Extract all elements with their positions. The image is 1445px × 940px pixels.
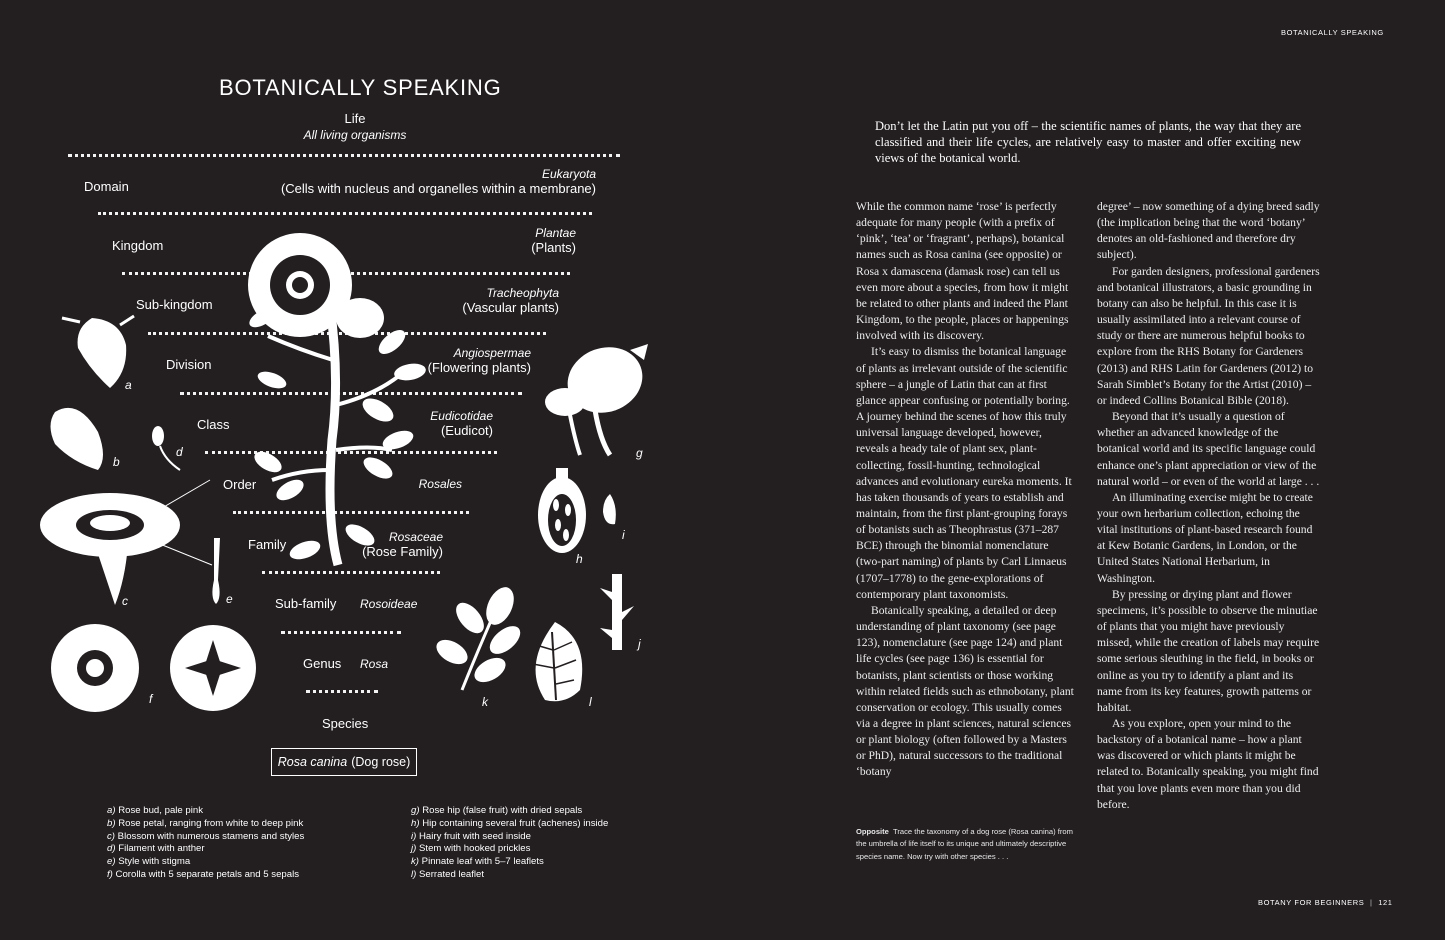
legend-item: b) Rose petal, ranging from white to deep pink <box>107 817 304 829</box>
group-latin: Eudicotidae <box>430 409 493 423</box>
body-paragraph: It’s easy to dismiss the botanical language of plants as irrelevant outside of the scientific sphere – a jungle of Latin that can at first glance appear confusing or potentially boring. A journey behind the scenes of how this truly universal language developed, however, reveals a heady tale of plant sex, plant-collecting, fossil-hunting, technological advances and evolutionary eureka moments. It has taken thousands of years to establish and maintain, from the first plant-grouping forays of botanists such as Theophrastus (371–287 BCE) through the binomial nomenclature (two-part naming) of plants by Carl Linnaeus (1707–1778) to the gene-explorations of contemporary plant taxonomists. <box>856 345 1072 601</box>
letter-a: a <box>125 378 132 392</box>
group-latin: Plantae <box>535 226 576 240</box>
group-common: (Rose Family) <box>362 544 443 559</box>
group-common: (Flowering plants) <box>427 360 531 375</box>
rank-subkingdom: Sub-kingdom <box>136 297 213 312</box>
figure-caption <box>856 826 1076 863</box>
book-title: BOTANY FOR BEGINNERS <box>1258 898 1365 907</box>
letter-k: k <box>482 695 488 709</box>
rank-species: Species <box>322 716 369 731</box>
rose-illustrations <box>0 0 700 780</box>
page-number: 121 <box>1378 898 1393 907</box>
letter-e: e <box>226 592 233 606</box>
rank-domain: Domain <box>84 179 129 194</box>
group-common: (Vascular plants) <box>462 300 559 315</box>
body-column-1 <box>856 199 1076 781</box>
rank-genus: Genus <box>303 656 342 671</box>
letter-f: f <box>149 692 153 706</box>
body-paragraph: For garden designers, professional gardeners and botanical illustrators, a basic grounding in botany can also be helpful. In this case it is usually assimilated into a relevant course of study or there are numerous helpful books to explore from the RHS Botany for Gardeners (2013) and RHS Latin for Gardeners (2012) to Sarah Simblet’s Botany for the Artist (2010) – or indeed Collins Botanical Bible (2018). <box>1097 264 1320 407</box>
group-latin: Eukaryota <box>541 167 596 181</box>
species-common: (Dog rose) <box>351 755 411 769</box>
group-latin: Rosales <box>418 477 462 491</box>
body-paragraph: Beyond that it’s usually a question of whether an advanced knowledge of the botanical world and its specific language could enhance one’s plant appreciation or view of the natural world – or even of the world at large . . . <box>1097 410 1320 488</box>
group-common: (Cells with nucleus and organelles within a membrane) <box>280 181 596 196</box>
running-header: BOTANICALLY SPEAKING <box>1281 28 1384 37</box>
rank-subfamily: Sub-family <box>275 596 337 611</box>
body-paragraph: An illuminating exercise might be to create your own herbarium collection, echoing the vital institutions of plant-based research found at Kew Botanic Gardens, in London, or the United States National Herbarium, in Washington. <box>1097 490 1313 585</box>
style-illustration <box>212 538 220 604</box>
legend-item: l) Serrated leaflet <box>411 868 485 880</box>
letter-c: c <box>122 594 128 608</box>
legend-right <box>411 805 711 882</box>
rank-order: Order <box>223 477 257 492</box>
group-common: (Plants) <box>531 240 576 255</box>
corolla-illustration <box>51 624 256 712</box>
group-latin: Angiospermae <box>453 346 531 360</box>
caption-label: Opposite <box>856 827 889 836</box>
group-latin: Tracheophyta <box>486 286 559 300</box>
legend-item: e) Style with stigma <box>107 856 191 868</box>
rose-petal-illustration <box>51 408 104 470</box>
rose-hip-illustration <box>545 337 652 455</box>
legend-left <box>107 805 407 882</box>
body-paragraph: As you explore, open your mind to the backstory of a botanical name – how a plant was discovered or which plants it might be related to. Botanically speaking, you might find that you love plants even more than you did before. <box>1097 717 1319 811</box>
species-latin: Rosa canina <box>277 755 348 769</box>
serrated-leaflet-illustration <box>533 622 582 701</box>
legend-item: g) Rose hip (false fruit) with dried sepals <box>411 805 583 816</box>
letter-i: i <box>622 528 625 542</box>
body-paragraph: By pressing or drying plant and flower specimens, it’s possible to observe the minutiae of plants that you might have previously missed, while the creation of labels may require some serious sleuthing in the field, in books or online as you try to identify a plant and its name from its key features, growth patterns or habitat. <box>1097 587 1320 714</box>
letter-l: l <box>589 695 592 709</box>
group-latin: Rosaceae <box>388 530 443 544</box>
caption-text: Trace the taxonomy of a dog rose (Rosa canina) from the umbrella of life itself to its unique and ultimately descriptive species name. Now try with other species . . . <box>856 827 1073 861</box>
legend-item: c) Blossom with numerous stamens and styles <box>107 830 305 842</box>
rank-family: Family <box>248 537 287 552</box>
hairy-fruit-illustration <box>603 494 616 524</box>
stem-prickles-illustration <box>600 574 634 650</box>
life-label: Life <box>344 111 366 126</box>
rose-bud-illustration <box>62 316 134 388</box>
group-common: (Eudicot) <box>440 423 493 438</box>
body-paragraph: degree’ – now something of a dying breed sadly (the implication being that the word ‘botany’ denotes an old-fashioned and therefore dry subject). <box>1097 200 1320 262</box>
group-genus: Rosa <box>360 657 389 671</box>
letter-h: h <box>576 552 583 566</box>
rank-class: Class <box>197 417 230 432</box>
body-paragraph: While the common name ‘rose’ is perfectly adequate for many people (with a prefix of ‘pink’, ‘tea’ or ‘fragrant’, perhaps), botanical names such as Rosa canina (see opposite) or Rosa x damascena (damask rose) can tell us even more about a species, from how it might be related to other plants and indeed the Plant Kingdom, to the people, places or happenings involved with its discovery. <box>856 200 1069 343</box>
life-sub: All living organisms <box>303 128 407 142</box>
rank-kingdom: Kingdom <box>112 238 164 253</box>
letter-j: j <box>638 637 641 651</box>
legend-item: h) Hip containing several fruit (achenes) inside <box>411 817 609 829</box>
rank-division: Division <box>166 357 212 372</box>
legend-item: i) Hairy fruit with seed inside <box>411 830 531 842</box>
group-subfamily: Rosoideae <box>360 597 418 611</box>
legend-item: k) Pinnate leaf with 5–7 leaflets <box>411 856 544 868</box>
blossom-illustration <box>40 480 212 605</box>
hip-section-illustration <box>538 468 586 553</box>
intro-paragraph: Don’t let the Latin put you off – the scientific names of plants, the way that they are classified and their life cycles, are relatively easy to master and offer exciting new views of the botanical world. <box>875 119 1301 166</box>
letter-g: g <box>636 446 643 460</box>
legend-item: a) Rose bud, pale pink <box>107 805 204 816</box>
legend-item: d) Filament with anther <box>107 843 205 855</box>
legend-item: j) Stem with hooked prickles <box>411 843 531 855</box>
body-paragraph: Botanically speaking, a detailed or deep understanding of plant taxonomy (see page 123), nomenclature (see page 124) and plant life cycles (see page 136) is essential for botanists, plant scientists or those working within related fields such as ethnobotany, plant conservation or ecology. This usually comes via a degree in plant sciences, natural sciences or plant biology (often followed by a Masters or PhD), natural successors to the traditional ‘botany <box>856 603 1074 779</box>
pinnate-leaf-illustration <box>432 583 525 690</box>
letter-b: b <box>113 455 120 469</box>
body-column-2 <box>1097 199 1321 813</box>
letter-d: d <box>176 445 183 459</box>
page-title: BOTANICALLY SPEAKING <box>219 75 502 100</box>
rose-stem-illustration <box>246 233 427 565</box>
legend-item: f) Corolla with 5 separate petals and 5 sepals <box>107 868 300 880</box>
folio: BOTANY FOR BEGINNERS | 121 <box>1258 898 1393 907</box>
